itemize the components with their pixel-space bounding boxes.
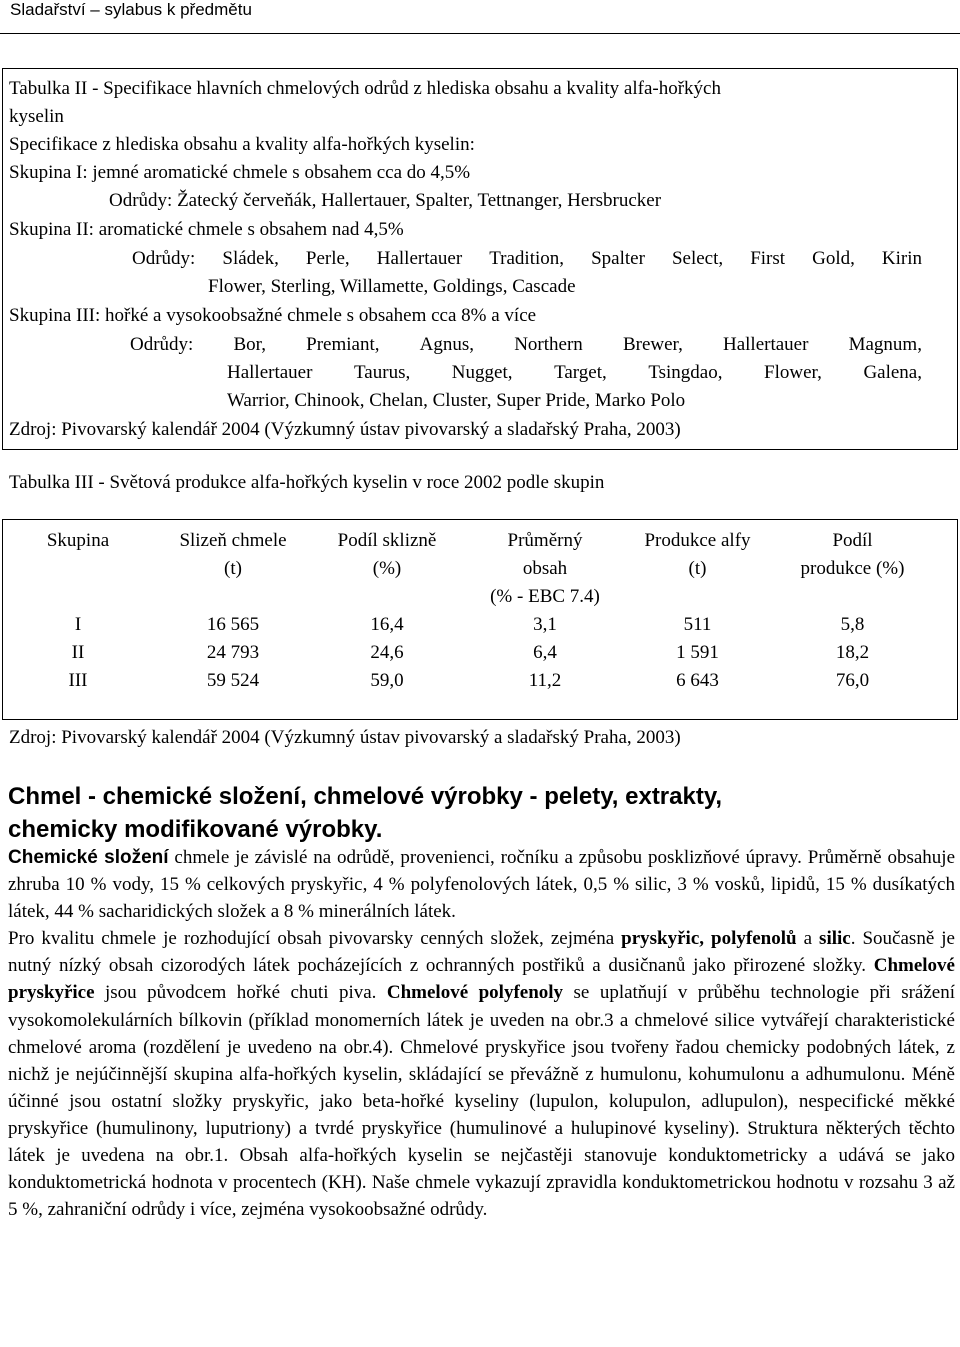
table-cell: 511 <box>683 614 712 635</box>
paragraph-lead: Chemické složení <box>8 847 169 868</box>
table2-subtitle: Specifikace z hlediska obsahu a kvality alfa-hořkých kyselin: <box>9 134 475 155</box>
header-text: (%) <box>372 558 402 579</box>
word: Target, <box>554 362 607 383</box>
table2-title-line1: Tabulka II - Specifikace hlavních chmelových odrůd z hlediska obsahu a kvality alfa-hořkých <box>9 78 721 99</box>
table2-title-line2: kyselin <box>9 106 64 127</box>
word: Tsingdao, <box>648 362 723 383</box>
table3-header-alpha-production <box>620 527 775 583</box>
table3-title: Tabulka III - Světová produkce alfa-hořkých kyselin v roce 2002 podle skupin <box>9 472 605 493</box>
table-cell: 76,0 <box>835 670 870 691</box>
word: Kirin <box>881 248 922 269</box>
paragraph-quality <box>8 925 955 1223</box>
table-cell: II <box>71 642 85 663</box>
word: Sládek, <box>222 248 279 269</box>
group1-description: Skupina I: jemné aromatické chmele s obsahem cca do 4,5% <box>9 162 471 183</box>
group2-varieties-line2: Flower, Sterling, Willamette, Goldings, Cascade <box>208 276 576 297</box>
paragraph-text: jsou původcem hořké chuti piva. <box>94 982 387 1004</box>
table3-col-harvest-share <box>312 611 462 695</box>
word: Flower, <box>764 362 822 383</box>
table-cell: 1 591 <box>676 642 719 663</box>
table-cell: I <box>74 614 82 635</box>
word: Hallertauer <box>723 334 809 355</box>
table3-source: Zdroj: Pivovarský kalendář 2004 (Výzkumný ústav pivovarský a sladařský Praha, 2003) <box>9 727 681 748</box>
header-title: Sladařství – sylabus k předmětu <box>10 0 252 19</box>
header-text: (t) <box>224 558 242 579</box>
table-cell: 16,4 <box>370 614 404 635</box>
word: Taurus, <box>354 362 411 383</box>
word: First <box>750 248 786 269</box>
header-text: Podíl <box>832 530 873 551</box>
paragraph-text: chmele je závislé na odrůdě, provenienci, ročníku a způsobu posklizňové úpravy. Průměrně obsahuje zhruba 10 % vody, 15 % celkových pryskyřic, 4 % polyfenolových látek, 0,5 % silic, 3 % vosků, lipidů, 15 % dusíkatých látek, 44 % sacharidických složek a 8 % minerálních látek. <box>8 847 955 923</box>
word: Northern <box>514 334 583 355</box>
header-text: (t) <box>688 558 707 579</box>
table-cell: III <box>68 670 88 691</box>
word: Select, <box>671 248 724 269</box>
page-header <box>0 0 960 34</box>
table-cell: 59,0 <box>370 670 404 691</box>
group1-varieties: Odrůdy: Žatecký červeňák, Hallertauer, Spalter, Tettnanger, Hersbrucker <box>109 190 662 211</box>
paragraph-text: a <box>796 928 820 950</box>
table3-header-production-share <box>780 527 925 583</box>
table-cell: 6 643 <box>676 670 719 691</box>
emphasis: pryskyřic, polyfenolů <box>621 928 797 950</box>
paragraph-text: Pro kvalitu chmele je rozhodující obsah pivovarsky cenných složek, zejména <box>8 928 622 950</box>
group2-description: Skupina II: aromatické chmele s obsahem nad 4,5% <box>9 219 404 240</box>
table3-col-alpha-production <box>620 611 775 695</box>
table3-header-harvest-share <box>312 527 462 583</box>
emphasis: Chmelové polyfenoly <box>386 982 564 1004</box>
word: Hallertauer <box>227 362 313 383</box>
group2-varieties-line1 <box>132 245 922 273</box>
table-cell: 24 793 <box>206 642 260 663</box>
table-cell: 24,6 <box>370 642 404 663</box>
section-heading-line1: Chmel - chemické složení, chmelové výrobky - pelety, extrakty, <box>8 783 723 810</box>
word: Agnus, <box>419 334 475 355</box>
word: Gold, <box>812 248 855 269</box>
header-text: Produkce alfy <box>644 530 751 551</box>
word: Hallertauer <box>376 248 463 269</box>
table-cell: 18,2 <box>835 642 870 663</box>
group3-varieties-line2 <box>227 359 922 387</box>
header-text: Průměrný <box>507 530 583 551</box>
header-text: Podíl sklizně <box>337 530 437 551</box>
word: Spalter <box>591 248 645 269</box>
paragraph-text: se uplatňují v průběhu technologie při srážení vysokomolekulárních bílkovin (příklad monomerních látek je uveden na obr.3 a chmelové silice vytvářejí charakteristické chmelové aroma (rozdělení je uvedeno na obr.4). Chmelové pryskyřice jsou tvořeny řadou chemicky podobných látek, z nichž je nejúčinnější skupina alfa-hořkých kyselin, skládající se převážně z humulonu, kohumulonu a adhumulonu. Méně účinné jsou ostatní složky pryskyřic, jako beta-hořké kyseliny (lupulon, kolupulon, adlupulon), nespecifické měkké pryskyřice (humulinony, luputriony) a tvrdé pryskyřice (humulinové a hulupinové kyseliny). Struktura některých těchto látek je uvedena na obr.1. Obsah alfa-hořkých kyselin se nejčastěji stanovuje konduktometricky a udává se jako konduktometrická hodnota v procentech (KH). Naše chmele vykazují zpravidla konduktometrickou hodnotu v rozsahu 3 až 5 %, zahraniční odrůdy i více, zejména vysokoobsažné odrůdy. <box>8 982 955 1221</box>
emphasis: Chmelové pryskyřice <box>8 955 955 1004</box>
table-cell: 16 565 <box>206 614 260 635</box>
word: Odrůdy: <box>130 334 194 355</box>
word: Tradition, <box>489 248 565 269</box>
section-body <box>8 844 955 1223</box>
group3-varieties-line3: Warrior, Chinook, Chelan, Cluster, Super Pride, Marko Polo <box>227 390 686 411</box>
word: Premiant, <box>306 334 380 355</box>
group3-varieties-line1 <box>130 331 922 359</box>
table3-col-avg-content <box>470 611 620 695</box>
emphasis: silic <box>819 928 851 950</box>
paragraph-text: . Současně je nutný nízký obsah cizorodých látek pocházejících z ochranných postřiků a dusičnanů jako přirozené složky. <box>8 928 955 977</box>
table-cell: 3,1 <box>533 614 557 635</box>
table-cell: 59 524 <box>206 670 260 691</box>
group3-description: Skupina III: hořké a vysokoobsažné chmele s obsahem cca 8% a více <box>9 305 537 326</box>
table3-col-harvest <box>158 611 308 695</box>
table3-header-group <box>8 527 148 555</box>
header-text: Skupina <box>46 530 110 551</box>
table3-header-harvest <box>158 527 308 583</box>
word: Perle, <box>305 248 350 269</box>
word: Brewer, <box>622 334 683 355</box>
word: Galena, <box>863 362 922 383</box>
word: Odrůdy: <box>132 248 196 269</box>
table-cell: 6,4 <box>533 642 557 663</box>
header-text: obsah <box>522 558 568 579</box>
table-cell: 5,8 <box>840 614 865 635</box>
header-text: produkce (%) <box>800 558 905 579</box>
header-text: Slizeň chmele <box>179 530 287 551</box>
paragraph-composition <box>8 844 955 925</box>
word: Nugget, <box>451 362 513 383</box>
table3-header-avg-content <box>470 527 620 611</box>
header-text: (% - EBC 7.4) <box>490 586 600 607</box>
table3-col-group <box>8 611 148 695</box>
word: Magnum, <box>848 334 922 355</box>
table-cell: 11,2 <box>528 670 562 691</box>
word: Bor, <box>233 334 266 355</box>
section-heading-line2: chemicky modifikované výrobky. <box>8 816 383 843</box>
table2-source: Zdroj: Pivovarský kalendář 2004 (Výzkumný ústav pivovarský a sladařský Praha, 2003) <box>9 419 681 440</box>
table3-col-production-share <box>780 611 925 695</box>
